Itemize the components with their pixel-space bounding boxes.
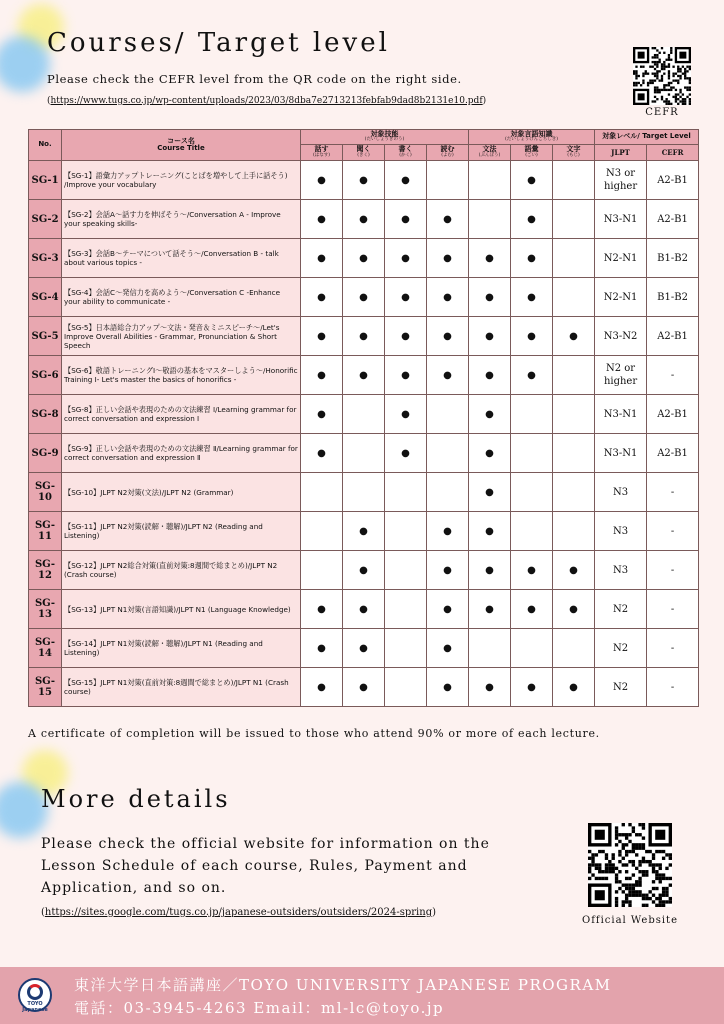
table-row xyxy=(29,512,699,551)
speak-mark: ● xyxy=(301,356,343,395)
website-qr-caption: Official Website xyxy=(582,915,678,926)
read-mark: ● xyxy=(427,668,469,707)
certificate-note: A certificate of completion will be issued to those who attend 90% or more of each lecture. xyxy=(28,727,600,740)
chars-mark: ● xyxy=(553,317,595,356)
page-title: Courses/ Target level xyxy=(47,28,390,58)
chars-mark xyxy=(553,395,595,434)
speak-mark xyxy=(301,551,343,590)
vocab-mark: ● xyxy=(511,200,553,239)
header-jlpt: JLPT xyxy=(595,145,647,161)
speak-mark: ● xyxy=(301,395,343,434)
grammar-mark: ● xyxy=(469,512,511,551)
listen-mark: ● xyxy=(343,161,385,200)
course-title: 【SG-14】JLPT N1対策(読解・聴解)/JLPT N1 (Reading and Listening) xyxy=(62,629,301,668)
course-number: SG-3 xyxy=(29,239,62,278)
table-row xyxy=(29,473,699,512)
website-url: (https://sites.google.com/tugs.co.jp/japanese-outsiders/outsiders/2024-spring) xyxy=(41,907,436,918)
write-mark xyxy=(385,512,427,551)
grammar-mark: ● xyxy=(469,434,511,473)
course-title: 【SG-15】JLPT N1対策(直前対策:8週間で総まとめ)/JLPT N1 (Crash course) xyxy=(62,668,301,707)
listen-mark: ● xyxy=(343,239,385,278)
course-title: 【SG-10】JLPT N2対策(文法)/JLPT N2 (Grammar) xyxy=(62,473,301,512)
write-mark xyxy=(385,590,427,629)
listen-mark: ● xyxy=(343,200,385,239)
jlpt-level: N2 xyxy=(595,629,647,668)
course-title: 【SG-11】JLPT N2対策(読解・聴解)/JLPT N2 (Reading and Listening) xyxy=(62,512,301,551)
speak-mark xyxy=(301,473,343,512)
logo-mark-icon xyxy=(27,984,43,1000)
more-details-text: Please check the official website for information on the Lesson Schedule of each course, Rules, Payment and Application, and so on. xyxy=(41,836,490,896)
cefr-level: - xyxy=(647,551,699,590)
jlpt-level: N3 or higher xyxy=(595,161,647,200)
decorative-blue-circle xyxy=(0,36,50,92)
header-skills: 対象技能 (たいしょうぎのう) xyxy=(301,130,469,145)
course-number: SG-10 xyxy=(29,473,62,512)
header-speak: 話す (はなす) xyxy=(301,145,343,161)
grammar-mark: ● xyxy=(469,317,511,356)
table-row xyxy=(29,590,699,629)
write-mark xyxy=(385,668,427,707)
vocab-mark xyxy=(511,395,553,434)
speak-mark: ● xyxy=(301,434,343,473)
header-listen: 聞く (きく) xyxy=(343,145,385,161)
header-cefr: CEFR xyxy=(647,145,699,161)
jlpt-level: N2 xyxy=(595,668,647,707)
logo-text: TOYO Japanese xyxy=(22,1001,48,1013)
listen-mark: ● xyxy=(343,278,385,317)
chars-mark xyxy=(553,161,595,200)
read-mark xyxy=(427,161,469,200)
chars-mark: ● xyxy=(553,590,595,629)
read-mark: ● xyxy=(427,317,469,356)
vocab-mark xyxy=(511,434,553,473)
cefr-level: - xyxy=(647,356,699,395)
table-row xyxy=(29,278,699,317)
cefr-level: A2-B1 xyxy=(647,317,699,356)
grammar-mark: ● xyxy=(469,551,511,590)
course-title: 【SG-13】JLPT N1対策(言語知識)/JLPT N1 (Language Knowledge) xyxy=(62,590,301,629)
cefr-link[interactable]: https://www.tugs.co.jp/wp-content/uploads/2023/03/8dba7e2713213febfab9dad8b2131e10.pdf xyxy=(50,96,483,106)
jlpt-level: N2-N1 xyxy=(595,278,647,317)
course-number: SG-13 xyxy=(29,590,62,629)
course-number: SG-12 xyxy=(29,551,62,590)
read-mark: ● xyxy=(427,590,469,629)
header-no: No. xyxy=(29,130,62,161)
grammar-mark: ● xyxy=(469,590,511,629)
write-mark: ● xyxy=(385,239,427,278)
course-number: SG-15 xyxy=(29,668,62,707)
jlpt-level: N3-N2 xyxy=(595,317,647,356)
header-target-level: 対象レベル/ Target Level xyxy=(595,130,699,145)
jlpt-level: N3-N1 xyxy=(595,434,647,473)
cefr-url: (https://www.tugs.co.jp/wp-content/uploads/2023/03/8dba7e2713213febfab9dad8b2131e10.pdf) xyxy=(47,96,487,106)
read-mark: ● xyxy=(427,200,469,239)
cefr-qr-caption: CEFR xyxy=(645,107,679,118)
chars-mark xyxy=(553,512,595,551)
header-write: 書く (かく) xyxy=(385,145,427,161)
course-number: SG-9 xyxy=(29,434,62,473)
write-mark xyxy=(385,551,427,590)
chars-mark xyxy=(553,278,595,317)
listen-mark: ● xyxy=(343,629,385,668)
write-mark: ● xyxy=(385,161,427,200)
speak-mark: ● xyxy=(301,239,343,278)
vocab-mark: ● xyxy=(511,278,553,317)
header-vocabulary: 語彙 (ごい) xyxy=(511,145,553,161)
vocab-mark: ● xyxy=(511,161,553,200)
vocab-mark: ● xyxy=(511,551,553,590)
speak-mark: ● xyxy=(301,278,343,317)
course-number: SG-4 xyxy=(29,278,62,317)
listen-mark: ● xyxy=(343,356,385,395)
jlpt-level: N2 xyxy=(595,590,647,629)
grammar-mark xyxy=(469,161,511,200)
listen-mark: ● xyxy=(343,590,385,629)
cefr-level: - xyxy=(647,668,699,707)
chars-mark xyxy=(553,629,595,668)
listen-mark: ● xyxy=(343,512,385,551)
write-mark: ● xyxy=(385,317,427,356)
chars-mark xyxy=(553,356,595,395)
table-row xyxy=(29,200,699,239)
course-number: SG-1 xyxy=(29,161,62,200)
cefr-qr-code xyxy=(633,47,691,105)
write-mark xyxy=(385,473,427,512)
table-row xyxy=(29,395,699,434)
cefr-level: - xyxy=(647,590,699,629)
course-number: SG-2 xyxy=(29,200,62,239)
grammar-mark: ● xyxy=(469,395,511,434)
read-mark: ● xyxy=(427,551,469,590)
course-title: 【SG-1】語彙力アップトレーニング(ことばを増やして上手に話そう) /Improve your vocabulary xyxy=(62,161,301,200)
vocab-mark: ● xyxy=(511,317,553,356)
cefr-level: - xyxy=(647,512,699,551)
course-number: SG-11 xyxy=(29,512,62,551)
footer-contact: 電話：03-3945-4263 Email：ml-lc@toyo.jp xyxy=(74,999,445,1017)
read-mark: ● xyxy=(427,629,469,668)
course-title: 【SG-5】日本語総合力アップ～文法・発音＆ミニスピーチ～/Let's Improve Overall Abilities - Grammar, Pronunciation & Short Speech xyxy=(62,317,301,356)
chars-mark: ● xyxy=(553,668,595,707)
write-mark: ● xyxy=(385,395,427,434)
write-mark xyxy=(385,629,427,668)
read-mark: ● xyxy=(427,512,469,551)
listen-mark xyxy=(343,395,385,434)
course-number: SG-8 xyxy=(29,395,62,434)
grammar-mark: ● xyxy=(469,239,511,278)
grammar-mark: ● xyxy=(469,278,511,317)
speak-mark: ● xyxy=(301,629,343,668)
listen-mark: ● xyxy=(343,668,385,707)
cefr-level: A2-B1 xyxy=(647,434,699,473)
vocab-mark: ● xyxy=(511,590,553,629)
jlpt-level: N3 xyxy=(595,512,647,551)
website-qr-code xyxy=(588,823,672,907)
jlpt-level: N2-N1 xyxy=(595,239,647,278)
jlpt-level: N3-N1 xyxy=(595,200,647,239)
chars-mark xyxy=(553,200,595,239)
chars-mark xyxy=(553,239,595,278)
table-row xyxy=(29,356,699,395)
footer xyxy=(0,967,724,1024)
cefr-level: A2-B1 xyxy=(647,161,699,200)
grammar-mark: ● xyxy=(469,473,511,512)
speak-mark xyxy=(301,512,343,551)
course-title: 【SG-2】会話A～話す力を伸ばそう～/Conversation A - Improve your speaking skills- xyxy=(62,200,301,239)
write-mark: ● xyxy=(385,200,427,239)
table-row xyxy=(29,629,699,668)
read-mark xyxy=(427,395,469,434)
speak-mark: ● xyxy=(301,317,343,356)
table-row xyxy=(29,161,699,200)
chars-mark: ● xyxy=(553,551,595,590)
cefr-level: B1-B2 xyxy=(647,278,699,317)
read-mark xyxy=(427,473,469,512)
table-row xyxy=(29,317,699,356)
write-mark: ● xyxy=(385,278,427,317)
header-read: 読む (よむ) xyxy=(427,145,469,161)
website-link[interactable]: https://sites.google.com/tugs.co.jp/japanese-outsiders/outsiders/2024-spring xyxy=(44,907,433,918)
course-table xyxy=(28,129,699,707)
chars-mark xyxy=(553,434,595,473)
vocab-mark: ● xyxy=(511,356,553,395)
course-number: SG-5 xyxy=(29,317,62,356)
toyo-logo xyxy=(18,978,52,1012)
table-row xyxy=(29,239,699,278)
more-details-title: More details xyxy=(41,785,231,813)
course-title: 【SG-9】正しい会話や表現のための文法練習 Ⅱ/Learning grammar for correct conversation and expression Ⅱ xyxy=(62,434,301,473)
jlpt-level: N3 xyxy=(595,551,647,590)
cefr-level: - xyxy=(647,629,699,668)
listen-mark: ● xyxy=(343,551,385,590)
header-characters: 文字 (もじ) xyxy=(553,145,595,161)
course-title: 【SG-8】正しい会話や表現のための文法練習 Ⅰ/Learning grammar for correct conversation and expression Ⅰ xyxy=(62,395,301,434)
vocab-mark: ● xyxy=(511,668,553,707)
jlpt-level: N2 or higher xyxy=(595,356,647,395)
course-title: 【SG-4】会話C～発信力を高めよう～/Conversation C -Enhance your ability to communicate - xyxy=(62,278,301,317)
read-mark: ● xyxy=(427,278,469,317)
course-number: SG-6 xyxy=(29,356,62,395)
header-knowledge: 対象言語知識 (たいしょうげんごちしき) xyxy=(469,130,595,145)
speak-mark: ● xyxy=(301,200,343,239)
course-title: 【SG-3】会話B～テーマについて話そう～/Conversation B - talk about various topics - xyxy=(62,239,301,278)
cefr-instruction: Please check the CEFR level from the QR code on the right side. xyxy=(47,72,462,86)
footer-program-name: 東洋大学日本語講座／TOYO UNIVERSITY JAPANESE PROGRAM xyxy=(74,976,612,994)
speak-mark: ● xyxy=(301,668,343,707)
write-mark: ● xyxy=(385,434,427,473)
cefr-level: B1-B2 xyxy=(647,239,699,278)
speak-mark: ● xyxy=(301,161,343,200)
grammar-mark xyxy=(469,200,511,239)
course-number: SG-14 xyxy=(29,629,62,668)
jlpt-level: N3 xyxy=(595,473,647,512)
cefr-level: A2-B1 xyxy=(647,395,699,434)
grammar-mark xyxy=(469,629,511,668)
table-row xyxy=(29,434,699,473)
vocab-mark xyxy=(511,473,553,512)
cefr-level: A2-B1 xyxy=(647,200,699,239)
jlpt-level: N3-N1 xyxy=(595,395,647,434)
read-mark: ● xyxy=(427,239,469,278)
listen-mark xyxy=(343,473,385,512)
table-row xyxy=(29,668,699,707)
grammar-mark: ● xyxy=(469,668,511,707)
course-title: 【SG-12】JLPT N2総合対策(直前対策:8週間で総まとめ)/JLPT N2 (Crash course) xyxy=(62,551,301,590)
course-title: 【SG-6】敬語トレーニングⅠ～敬語の基本をマスターしよう～/Honorific Training Ⅰ- Let's master the basics of honorifics - xyxy=(62,356,301,395)
grammar-mark: ● xyxy=(469,356,511,395)
write-mark: ● xyxy=(385,356,427,395)
read-mark: ● xyxy=(427,356,469,395)
vocab-mark xyxy=(511,512,553,551)
speak-mark: ● xyxy=(301,590,343,629)
chars-mark xyxy=(553,473,595,512)
listen-mark xyxy=(343,434,385,473)
header-grammar: 文法 (ぶんぽう) xyxy=(469,145,511,161)
listen-mark: ● xyxy=(343,317,385,356)
read-mark xyxy=(427,434,469,473)
table-row xyxy=(29,551,699,590)
vocab-mark xyxy=(511,629,553,668)
header-course-title: コース名 Course Title xyxy=(62,130,301,161)
vocab-mark: ● xyxy=(511,239,553,278)
cefr-level: - xyxy=(647,473,699,512)
